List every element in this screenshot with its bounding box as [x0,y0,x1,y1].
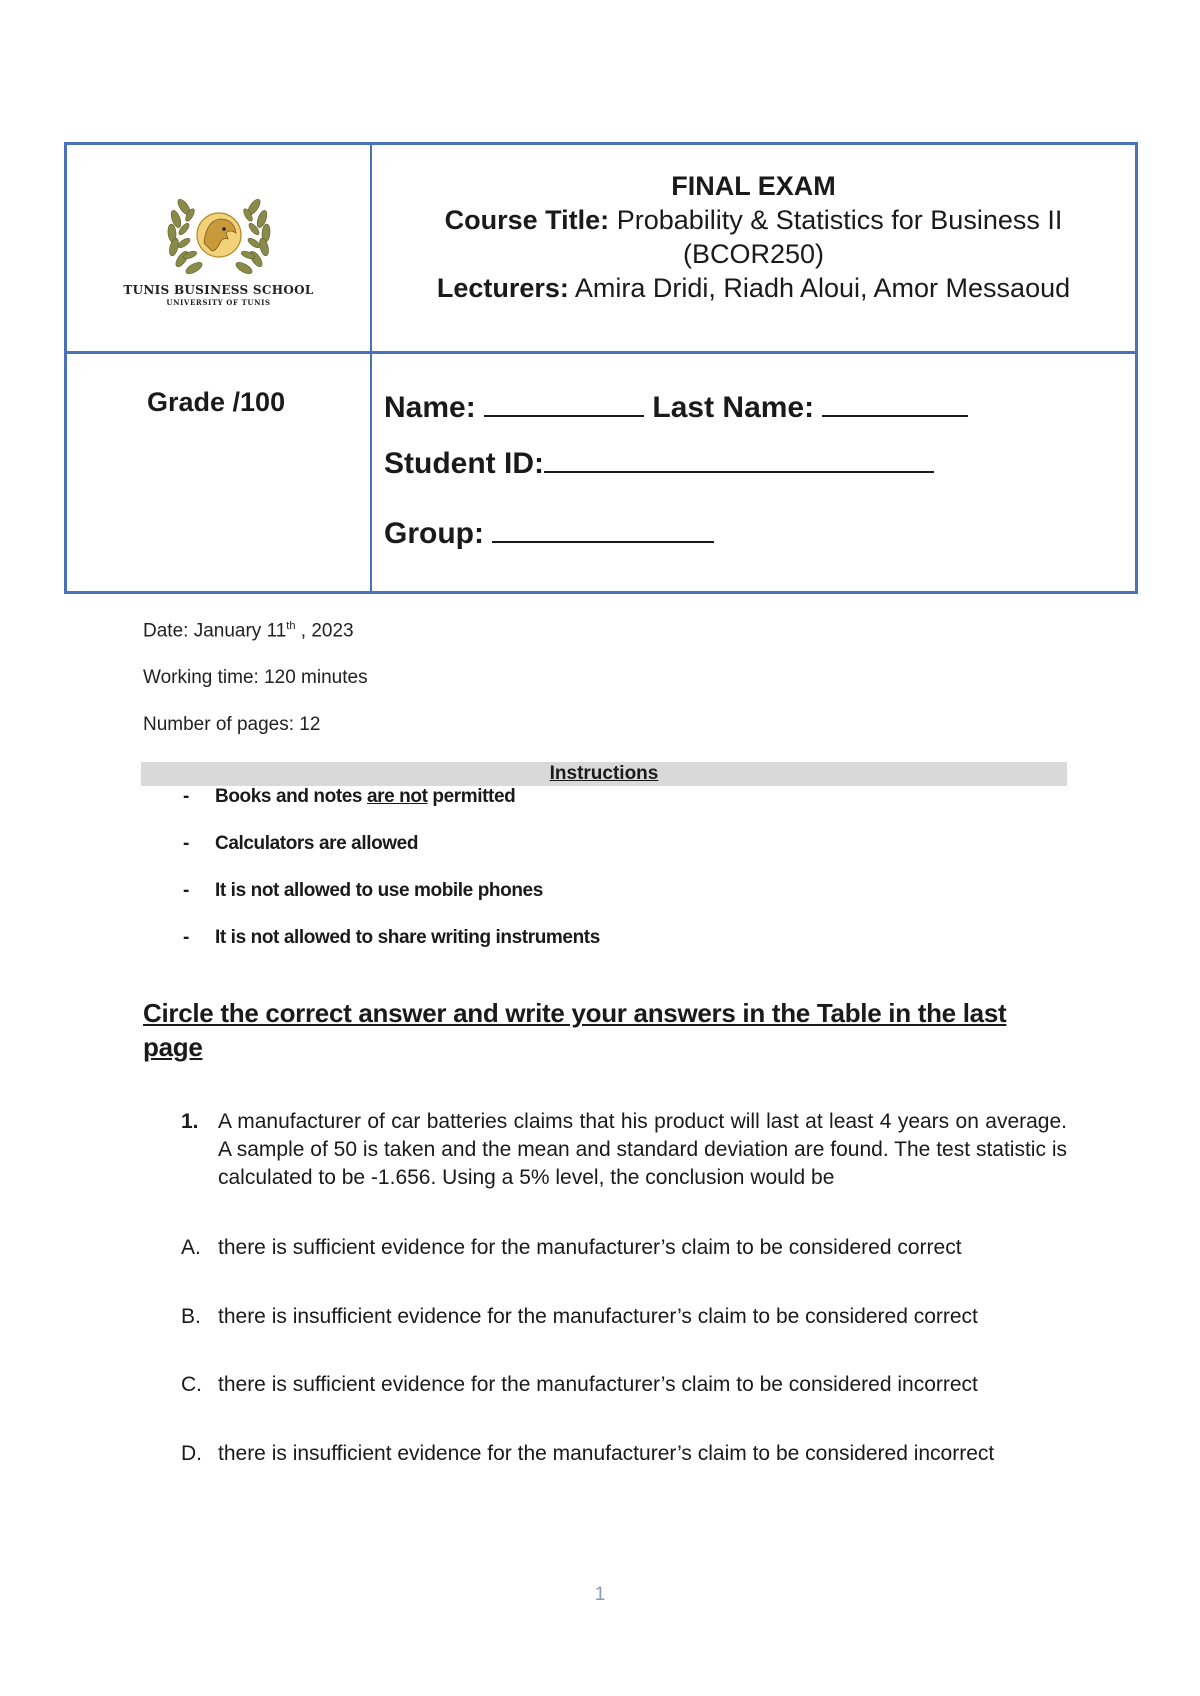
course-code: (BCOR250) [682,239,825,269]
date-ordinal: th [286,620,296,632]
rule-text [215,786,515,808]
rule-text: It is not allowed to share writing instruments [215,927,600,948]
last-name-field[interactable] [822,393,968,417]
instructions-heading: Instructions [141,762,1067,786]
option-b[interactable] [181,1303,1067,1331]
student-id-row [384,447,934,481]
option-a[interactable] [181,1234,1067,1262]
option-c[interactable] [181,1371,1067,1399]
exam-title: FINAL EXAM [671,171,836,201]
option-text: there is insufficient evidence for the manufacturer’s claim to be considered incorrect [218,1442,995,1465]
student-id-label: Student ID: [384,447,544,480]
bullet-dash: - [183,833,189,854]
lecturers-value: Amira Dridi, Riadh Aloui, Amor Messaoud [574,273,1071,303]
question-1 [181,1108,1067,1192]
table-divider-horizontal [67,351,1135,354]
group-field[interactable] [492,519,714,543]
lecturers-label: Lecturers: [436,273,569,303]
question-number: 1. [181,1110,199,1133]
exam-header-table [64,142,1138,594]
bullet-dash: - [183,786,189,807]
number-of-pages: Number of pages: 12 [143,714,321,735]
school-logo [67,145,370,351]
option-letter: A. [181,1236,201,1259]
name-row [384,391,968,425]
rule-text-part: Books and notes [215,786,367,807]
name-field[interactable] [484,393,644,417]
option-text: there is sufficient evidence for the manufacturer’s claim to be considered correct [218,1236,962,1259]
university-name: UNIVERSITY OF TUNIS [166,298,271,307]
exam-date-year: , 2023 [295,620,354,642]
group-row [384,517,714,551]
option-letter: D. [181,1442,202,1465]
group-label: Group: [384,517,484,550]
option-letter: C. [181,1373,202,1396]
last-name-label: Last Name: [652,391,815,424]
course-title-line [372,203,1135,237]
exam-date [143,620,354,642]
exam-date-text: Date: January 11 [143,620,287,642]
answer-directive: Circle the correct answer and write your answers in the Table in the last page [143,998,1007,1062]
course-title-value: Probability & Statistics for Business II [616,205,1063,235]
working-time: Working time: 120 minutes [143,667,368,688]
name-label: Name: [384,391,476,424]
student-id-field[interactable] [544,449,934,473]
option-text: there is sufficient evidence for the manufacturer’s claim to be considered incorrect [218,1373,978,1396]
rule-text-part: permitted [427,786,516,807]
option-letter: B. [181,1305,201,1328]
school-name: TUNIS BUSINESS SCHOOL [123,283,314,297]
rule-text: It is not allowed to use mobile phones [215,880,543,901]
eagle-laurel-emblem-icon [154,189,284,281]
rule-text: Calculators are allowed [215,833,419,854]
bullet-dash: - [183,927,189,948]
exam-title-block [372,145,1135,351]
page-number: 1 [594,1584,606,1605]
question-text: A manufacturer of car batteries claims that his product will last at least 4 years on average. A sample of 50 is taken and the mean and standard deviation are found. The test statistic is calculated to be -1.656. Using a 5% level, the conclusion would be [218,1110,1067,1189]
grade-label: Grade /100 [147,387,286,417]
bullet-dash: - [183,880,189,901]
option-text: there is insufficient evidence for the manufacturer’s claim to be considered correct [218,1305,978,1328]
option-d[interactable] [181,1440,1067,1468]
course-title-label: Course Title: [444,205,610,235]
lecturers-line [372,271,1135,305]
rule-emphasis: are not [366,786,428,807]
